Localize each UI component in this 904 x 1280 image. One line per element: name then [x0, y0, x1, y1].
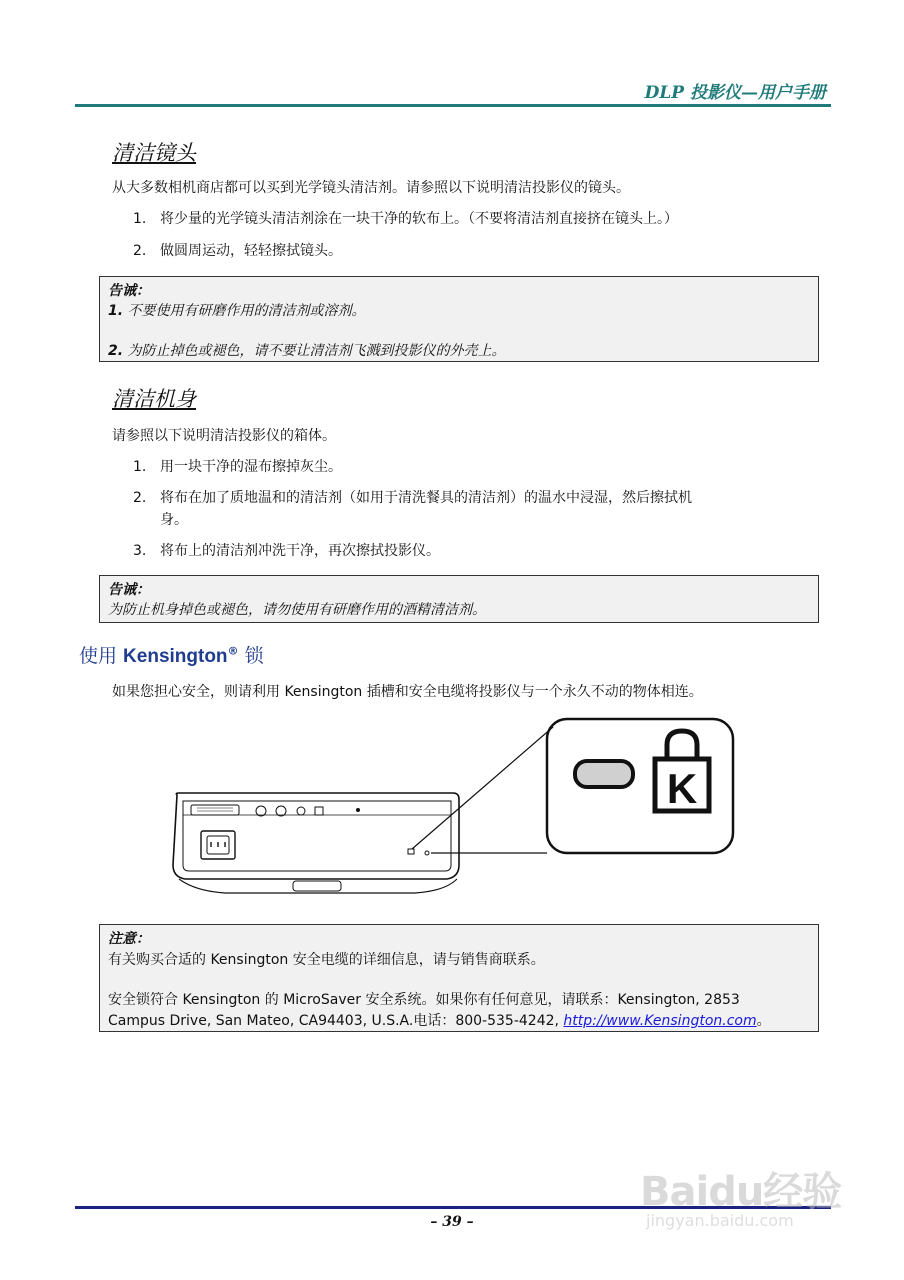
caution-number: 1.: [108, 303, 124, 319]
list-item: [133, 208, 813, 230]
list-number: 2.: [133, 490, 147, 506]
kensington-link[interactable]: http://www.Kensington.com: [563, 1013, 757, 1029]
caution-title: 告诫：: [108, 283, 150, 299]
caution-number: 2.: [108, 343, 124, 359]
section-title-kensington: [79, 641, 264, 668]
list-text: 将布在加了质地温和的清洁剂（如用于清洗餐具的清洁剂）的温水中浸湿，然后擦拭机: [160, 490, 692, 506]
list-number: 1.: [133, 211, 147, 227]
lock-letter: K: [666, 765, 698, 812]
title-brand: Kensington: [123, 646, 228, 667]
note-title: 注意：: [108, 931, 150, 947]
list-number: 1.: [133, 459, 147, 475]
caution-box-body: [99, 575, 819, 623]
title-suffix: 锁: [238, 645, 264, 667]
projector-rear-illustration: [165, 715, 745, 905]
section-title-clean-body: 清洁机身: [112, 387, 196, 411]
caution-item: [108, 301, 810, 321]
watermark-url: jingyan.baidu.com: [646, 1211, 794, 1230]
header-rule: [75, 104, 831, 107]
section2-intro: 请参照以下说明清洁投影仪的箱体。: [112, 428, 336, 444]
list-item: [133, 456, 813, 478]
baidu-watermark: [640, 1160, 841, 1230]
note-box: [99, 924, 819, 1032]
caution-box-lens: [99, 276, 819, 362]
note-line: 安全锁符合 Kensington 的 MicroSaver 安全系统。如果你有任何意见，请联系：Kensington, 2853: [108, 992, 740, 1008]
list-text: 做圆周运动，轻轻擦拭镜头。: [160, 243, 342, 259]
list-text: 将布上的清洁剂冲洗干净，再次擦拭投影仪。: [160, 543, 440, 559]
caution-text: 为防止掉色或褪色，请不要让清洁剂飞溅到投影仪的外壳上。: [127, 343, 506, 359]
note-end: 。: [756, 1013, 771, 1029]
list-item: [133, 240, 813, 262]
caution-text: 为防止机身掉色或褪色，请勿使用有研磨作用的酒精清洁剂。: [108, 602, 486, 618]
note-line: 有关购买合适的 Kensington 安全电缆的详细信息，请与销售商联系。: [108, 952, 545, 968]
section-title-clean-lens: 清洁镜头: [112, 141, 196, 165]
list-number: 2.: [133, 243, 147, 259]
caution-text: 不要使用有研磨作用的清洁剂或溶剂。: [127, 303, 366, 319]
caution-item: [108, 341, 810, 361]
header-title: DLP 投影仪—用户手册: [644, 83, 826, 103]
list-text-continued: 身。: [160, 512, 188, 528]
kensington-slot: [575, 761, 633, 787]
title-prefix: 使用: [79, 645, 124, 667]
registered-mark: ®: [227, 644, 239, 658]
list-number: 3.: [133, 543, 147, 559]
section1-intro: 从大多数相机商店都可以买到光学镜头清洁剂。请参照以下说明清洁投影仪的镜头。: [112, 180, 630, 196]
note-address: Campus Drive, San Mateo, CA94403, U.S.A.电话：800-535-4242,: [108, 1013, 564, 1029]
section3-intro: 如果您担心安全，则请利用 Kensington 插槽和安全电缆将投影仪与一个永久不动的物体相连。: [112, 684, 703, 700]
list-item: [133, 487, 813, 531]
list-item: [133, 540, 813, 562]
page-number: – 39 –: [430, 1214, 474, 1230]
list-text: 将少量的光学镜头清洁剂涂在一块干净的软布上。（不要将清洁剂直接挤在镜头上。）: [160, 211, 678, 227]
note-line: [108, 1011, 810, 1032]
watermark-brand: Baidu经验: [640, 1169, 842, 1215]
caution-title: 告诫：: [108, 582, 150, 598]
list-text: 用一块干净的湿布擦掉灰尘。: [160, 459, 342, 475]
